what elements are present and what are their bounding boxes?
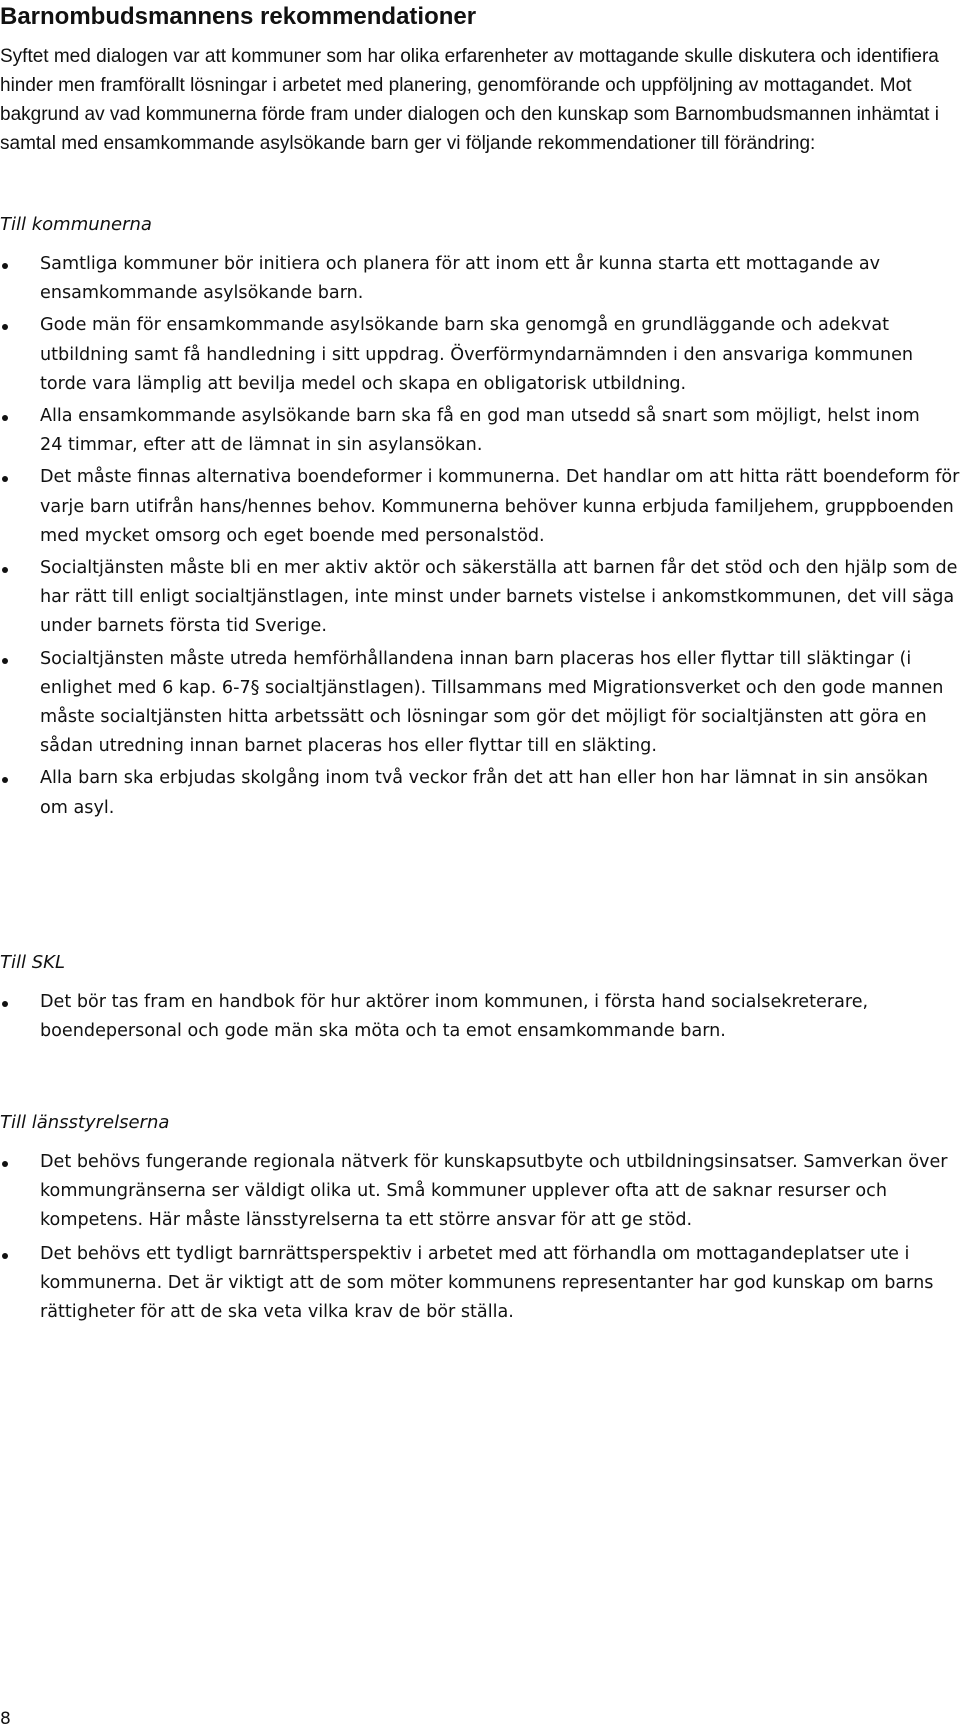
list-item-text: Socialtjänsten måste bli en mer aktiv aktör och säkerställa att barnen får det stöd och den hjälp som de har rätt till enligt socialtjänstlagen, inte minst under barnets vistelse i ankomstkommunen, det vill säga under barnets första tid Sverige. (40, 558, 958, 637)
bullet-icon (2, 324, 8, 330)
bullet-list (0, 1148, 960, 1327)
bullet-list (0, 988, 960, 1046)
bullet-icon (2, 1001, 8, 1007)
list-item (0, 463, 960, 551)
list-item (0, 402, 940, 460)
bullet-icon (2, 1161, 8, 1167)
section-heading: Till SKL (0, 952, 65, 973)
list-item-text: Det behövs ett tydligt barnrättsperspektiv i arbetet med att förhandla om mottagandeplatser ute i kommunerna. Det är viktigt att de som möter kommunens representanter har god kunskap om barns rättigheter för att de ska veta vilka krav de bör ställa. (40, 1243, 934, 1323)
bullet-list (0, 250, 960, 823)
list-item (0, 988, 900, 1046)
section-till-kommunerna (0, 210, 960, 823)
list-item-text: Alla barn ska erbjudas skolgång inom två veckor från det att han eller hon har lämnat in sin ansökan om asyl. (40, 768, 928, 818)
list-item-text: Alla ensamkommande asylsökande barn ska få en god man utsedd så snart som möjligt, helst inom 24 timmar, efter att de lämnat in sin asylansökan. (40, 406, 920, 456)
bullet-icon (2, 658, 8, 664)
list-item (0, 1240, 940, 1328)
list-item-text: Det måste finnas alternativa boendeformer i kommunerna. Det handlar om att hitta rätt boendeform för varje barn utifrån hans/hennes behov. Kommunerna behöver kunna erbjuda familjehem, gruppboenden med mycket omsorg och eget boende med personalstöd. (40, 467, 960, 546)
bullet-icon (2, 567, 8, 573)
list-item (0, 311, 960, 399)
section-till-lansstyrelserna (0, 1108, 960, 1327)
list-item (0, 554, 960, 642)
list-item-text: Det behövs fungerande regionala nätverk för kunskapsutbyte och utbildningsinsatser. Samverkan över kommungränserna ser väldigt olika ut. Små kommuner upplever ofta att de saknar resurser och kompetens. Här måste länsstyrelserna ta ett större ansvar för att ge stöd. (40, 1152, 948, 1231)
page-title: Barnombudsmannens rekommendationer (0, 3, 477, 30)
bullet-icon (2, 777, 8, 783)
list-item (0, 250, 940, 308)
bullet-icon (2, 415, 8, 421)
section-heading: Till länsstyrelserna (0, 1112, 170, 1133)
list-item (0, 764, 940, 822)
list-item-text: Socialtjänsten måste utreda hemförhållandena innan barn placeras hos eller flyttar till släktingar (i enlighet med 6 kap. 6-7§ socialtjänstlagen). Tillsammans med Migrationsverket och den gode mannen måste socialtjänsten hitta arbetssätt och lösningar som gör det möjligt för socialtjänsten att göra en sådan utredning innan barnet placeras hos eller flyttar till en släkting. (40, 648, 944, 757)
bullet-icon (2, 476, 8, 482)
bullet-icon (2, 263, 8, 269)
section-till-skl (0, 948, 960, 1046)
bullet-icon (2, 1253, 8, 1259)
section-heading: Till kommunerna (0, 214, 152, 235)
page-number: 8 (0, 1709, 11, 1729)
list-item (0, 645, 960, 762)
list-item-text: Det bör tas fram en handbok för hur aktörer inom kommunen, i första hand socialsekreterare, boendepersonal och gode män ska möta och ta emot ensamkommande barn. (40, 992, 869, 1042)
list-item-text: Gode män för ensamkommande asylsökande barn ska genomgå en grundläggande och adekvat utbildning samt få handledning i sitt uppdrag. Överförmyndarnämnden i den ansvariga kommunen torde vara lämplig att bevilja medel och skapa en obligatorisk utbildning. (40, 315, 914, 394)
list-item-text: Samtliga kommuner bör initiera och planera för att inom ett år kunna starta ett mottagande av ensamkommande asylsökande barn. (40, 254, 881, 304)
intro-paragraph: Syftet med dialogen var att kommuner som har olika erfarenheter av mottagande skulle diskutera och identifiera hinder men framförallt lösningar i arbetet med planering, genomförande och uppföljning av mottagandet. Mot bakgrund av vad kommunerna förde fram under dialogen och den kunskap som Barnombudsmannen inhämtat i samtal med ensamkommande asylsökande barn ger vi följande rekommendationer till förändring: (0, 46, 939, 154)
list-item (0, 1148, 960, 1236)
